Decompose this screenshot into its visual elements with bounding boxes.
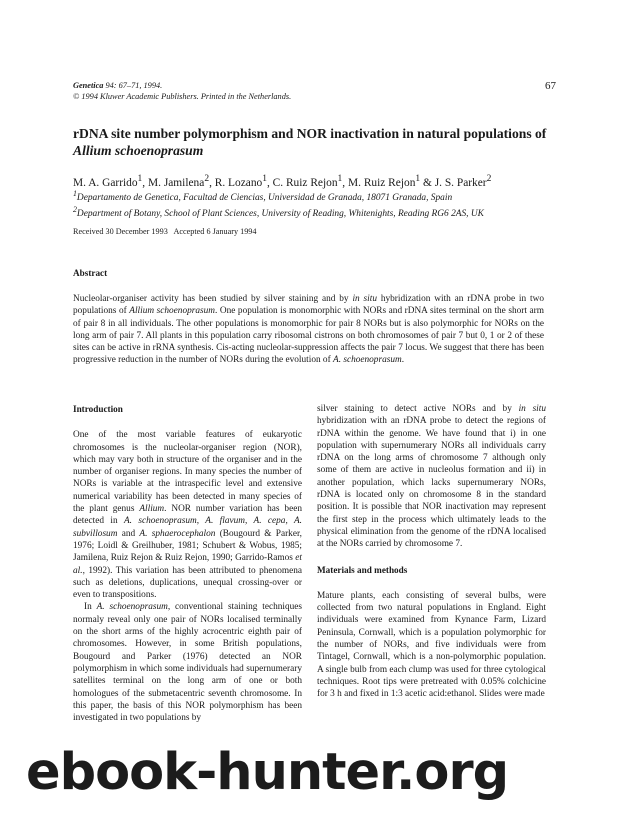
spacer — [317, 551, 546, 564]
text: hybridization with an rDNA probe to detect the regions of rDNA within the genome. We have found that i) in one population with supernumerary NORs all individuals carry rDNA on the long arms of chromosome 7 although only some of them are active in nucleolus formation and ii) in another population, which lacks supernumerary NORs, rDNA is located only on chromosome 8 in the standard position. It is possible that NOR inactivation may represent the first step in the process which ultimately leads to the physical elimination from the genome of the rDNA localised at the NORs carried by chromosome 7. — [317, 416, 546, 550]
author-affil-sup: 1 — [262, 174, 267, 184]
author-affil-sup: 2 — [486, 174, 492, 184]
introduction-heading: Introduction — [73, 404, 123, 414]
abstract-text: hybridization with an rDNA probe in two populations of — [73, 294, 544, 317]
text: , conventional staining techniques normaly reveal only one pair of NORs localised terminally on the short arms of the highly acrocentric eighth pair of chromosomes. However, in some British populations, Bougourd and Parker (1976) detected an NOR polymorphism in which some individuals had supernumerary satellites terminal on the long arm of one or both homologues of the submetacentric seventh chromosome. In this paper, the basis of this NOR polymorphism has been investigated in two populations by — [73, 602, 303, 724]
author: M. A. Garrido — [73, 176, 138, 189]
author: J. S. Parker — [434, 176, 487, 189]
title-text: rDNA site number polymorphism and NOR inactivation in natural populations of — [73, 126, 547, 141]
affiliations — [73, 188, 568, 221]
article-title — [73, 126, 553, 159]
abstract-heading: Abstract — [73, 268, 108, 278]
page-number: 67 — [545, 80, 556, 92]
methods-paragraph-1: Mature plants, each consisting of several bulbs, were collected from two natural populations in England. Eight individuals were examined from Kynance Farm, Lizard Peninsula, Cornwall, which is a population polymorphic for the number of NORs, and five individuals were from Tintagel, Cornwall, which is a non-polymorphic population. A single bulb from each clump was used for three cytological techniques. Root tips were pretreated with 0.05% colchicine for 3 h and fixed in 1:3 acetic acid:ethanol. Slides were made — [317, 590, 546, 700]
right-column — [317, 403, 546, 701]
affil-sup: 2 — [73, 205, 77, 215]
abstract-text: . One population is monomorphic with NORs and rDNA sites terminal on the short arm of pair 8 in all individuals. The other populations is monomorphic for pair 8 NORs but is also polymorphic for NORs on the long arm of pair 7. All plants in this population carry ribosomal cistrons on both chromosomes of pair 7 but 0, 1 or 2 of these sites can be active in rRNA synthesis. Cis-acting nucleolar-suppression affects the pair 7 locus. We suggest that there has been progressive reduction in the number of NORs during the evolution of — [73, 306, 544, 366]
italic: A. sphaerocephalon — [139, 528, 216, 539]
text: (Bougourd & Parker, 1976; Loidl & Greilhuber, 1981; Schubert & Wobus, 1985; Jamilena, Ruiz Rejon & Ruiz Rejon, 1990; Garrido-Ramos — [73, 528, 302, 564]
abstract-text: . — [401, 355, 405, 366]
journal-volume: 94: 67–71, 1994. — [103, 81, 163, 90]
text: , 1992). This variation has been attributed to phenomena such as deletions, duplications, unequal crossing-over or even to transpositions. — [73, 565, 302, 601]
italic: et al. — [73, 553, 302, 576]
author-affil-sup: 1 — [137, 174, 143, 184]
methods-heading: Materials and methods — [317, 564, 408, 575]
abstract-body — [73, 293, 544, 367]
author: R. Lozano — [214, 176, 263, 189]
italic: A. schoenoprasum — [96, 602, 168, 613]
text: . NOR number variation has been detected in — [73, 504, 302, 527]
abstract-italic: A. schoenoprasum — [333, 355, 402, 366]
author-list: M. A. Garrido$^1$, M. Jamilena$^2$, R. Lozano$^1$, C. Ruiz Rejon$^1$, M. Ruiz Rejon$^1$ & J. S. Parker$^2$ — [73, 174, 492, 189]
abstract-italic: in situ — [352, 294, 377, 304]
intro-paragraph-2 — [73, 601, 302, 724]
text: In — [84, 602, 97, 613]
received-dates: Received 30 December 1993 Accepted 6 January 1994 — [73, 227, 257, 236]
journal-name: Genetica — [73, 81, 104, 90]
author: C. Ruiz Rejon — [272, 176, 338, 189]
text: and — [117, 528, 140, 539]
affil-text: Department of Botany, School of Plant Sciences, University of Reading, Whitenights, Reading RG6 2AS, UK — [76, 209, 484, 220]
abstract-text: Nucleolar-organiser activity has been studied by silver staining and by — [73, 294, 353, 304]
left-column — [73, 403, 302, 724]
abstract-italic: Allium schoenoprasum — [129, 306, 215, 317]
author-affil-sup: 2 — [204, 174, 210, 184]
author-affil-sup: 1 — [337, 174, 343, 184]
intro-paragraph-1 — [73, 429, 302, 601]
intro-paragraph-3 — [317, 403, 546, 551]
italic: in situ — [518, 404, 546, 414]
author-affil-sup: 1 — [415, 174, 421, 184]
affil-sup: 1 — [73, 189, 77, 198]
journal-citation — [73, 81, 291, 102]
author: M. Ruiz Rejon — [348, 176, 416, 189]
watermark: ebook-hunter.org — [26, 743, 509, 802]
affiliation — [73, 204, 568, 220]
title-species: Allium schoenoprasum — [73, 142, 204, 158]
author: M. Jamilena — [148, 176, 205, 189]
affiliation — [73, 188, 568, 204]
italic: A. schoenoprasum, A. flavum, A. cepa, A. subvillosum — [73, 516, 302, 539]
affil-text: Departamento de Genetica, Facultad de Ciencias, Universidad de Granada, 18071 Granada, Spain — [76, 193, 453, 204]
text: One of the most variable features of eukaryotic chromosomes is the nucleolar-organiser region (NOR), which may vary both in structure of the organiser and in the number of organiser regions. In many species the number of NORs is variable at the intraspecific level and extensive numerical variability has been detected in many species of the plant genus — [73, 430, 302, 515]
text: silver staining to detect active NORs and by — [317, 404, 519, 414]
italic: Allium — [139, 504, 165, 515]
copyright-line: © 1994 Kluwer Academic Publishers. Printed in the Netherlands. — [73, 91, 292, 101]
